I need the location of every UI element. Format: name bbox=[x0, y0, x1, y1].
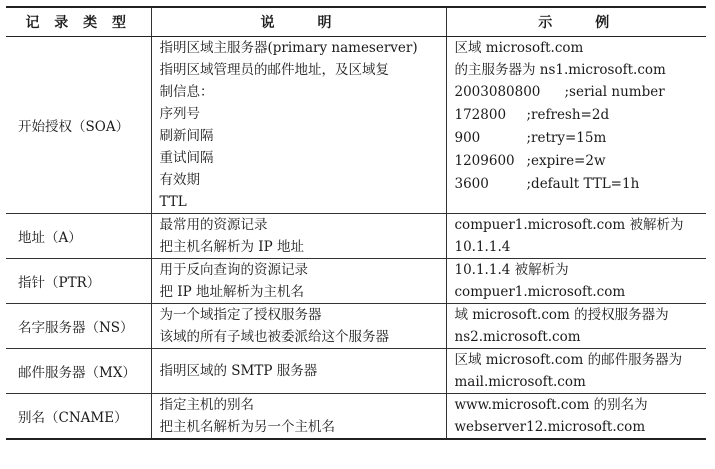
soa-param-line bbox=[455, 173, 699, 196]
dns-record-table bbox=[6, 6, 706, 440]
description-line: 序列号 bbox=[159, 106, 200, 122]
header-record-type: 记 录 类 型 bbox=[6, 7, 151, 37]
description-line: 指定主机的别名 bbox=[159, 397, 254, 413]
description-cell bbox=[151, 349, 446, 394]
example-line: 10.1.1.4 bbox=[454, 239, 511, 255]
soa-param-comment: ;serial number bbox=[564, 84, 665, 100]
description-line: 重试间隔 bbox=[159, 150, 214, 166]
example-line: 区域 microsoft.com bbox=[454, 40, 584, 56]
soa-param-value: 3600 bbox=[454, 176, 489, 192]
example-cell bbox=[446, 37, 706, 214]
record-type-cell: 别名（CNAME） bbox=[6, 394, 151, 440]
record-type-cell: 开始授权（SOA） bbox=[6, 37, 151, 214]
description-line: 刷新间隔 bbox=[159, 128, 214, 144]
example-line: ns2.microsoft.com bbox=[454, 329, 581, 345]
example-line: webserver12.microsoft.com bbox=[454, 419, 646, 435]
example-line: mail.microsoft.com bbox=[454, 374, 586, 390]
example-line: 10.1.1.4 被解析为 bbox=[454, 262, 569, 278]
description-cell bbox=[151, 394, 446, 440]
header-example: 示 例 bbox=[446, 7, 706, 37]
soa-param-comment: ;refresh=2d bbox=[526, 107, 610, 123]
description-line: 把主机名解析为另一个主机名 bbox=[159, 419, 335, 435]
soa-param-value: 1209600 bbox=[454, 153, 515, 169]
description-line: 最常用的资源记录 bbox=[159, 217, 268, 233]
soa-param-line bbox=[455, 104, 699, 127]
soa-param-line bbox=[455, 127, 699, 150]
record-type-cell: 邮件服务器（MX） bbox=[6, 349, 151, 394]
example-cell bbox=[446, 214, 706, 259]
soa-param-comment: ;retry=15m bbox=[526, 130, 607, 146]
soa-param-line bbox=[455, 150, 699, 173]
description-line: 把 IP 地址解析为主机名 bbox=[159, 284, 304, 300]
soa-param-line bbox=[455, 81, 699, 104]
table-row-a bbox=[6, 214, 706, 259]
example-cell bbox=[446, 394, 706, 440]
example-line: compuer1.microsoft.com bbox=[454, 284, 626, 300]
example-line: 的主服务器为 ns1.microsoft.com bbox=[454, 62, 666, 78]
description-line: 为一个域指定了授权服务器 bbox=[159, 307, 322, 323]
soa-param-comment: ;default TTL=1h bbox=[526, 176, 640, 192]
description-cell bbox=[151, 259, 446, 304]
description-cell bbox=[151, 214, 446, 259]
example-line: 区域 microsoft.com 的邮件服务器为 bbox=[454, 352, 683, 368]
description-line: 用于反向查询的资源记录 bbox=[159, 262, 308, 278]
description-line: TTL bbox=[159, 194, 187, 210]
description-line: 制信息： bbox=[159, 84, 214, 100]
table-row-ptr bbox=[6, 259, 706, 304]
example-line: compuer1.microsoft.com 被解析为 bbox=[454, 217, 684, 233]
example-cell bbox=[446, 259, 706, 304]
soa-param-value: 2003080800 bbox=[454, 84, 541, 100]
table-row-mx bbox=[6, 349, 706, 394]
description-cell bbox=[151, 37, 446, 214]
soa-param-value: 172800 bbox=[454, 107, 507, 123]
description-line: 有效期 bbox=[159, 172, 200, 188]
description-line: 指明区域主服务器(primary nameserver) bbox=[159, 40, 418, 56]
table-row-cname bbox=[6, 394, 706, 440]
description-line: 指明区域管理员的邮件地址，及区域复 bbox=[159, 62, 389, 78]
table-row-soa bbox=[6, 37, 706, 214]
description-cell bbox=[151, 304, 446, 349]
record-type-cell: 名字服务器（NS） bbox=[6, 304, 151, 349]
description-line: 该域的所有子域也被委派给这个服务器 bbox=[159, 329, 389, 345]
description-line: 指明区域的 SMTP 服务器 bbox=[159, 363, 318, 379]
table-row-ns bbox=[6, 304, 706, 349]
soa-param-comment: ;expire=2w bbox=[526, 153, 606, 169]
record-type-cell: 地址（A） bbox=[6, 214, 151, 259]
header-description: 说 明 bbox=[151, 7, 446, 37]
example-cell bbox=[446, 304, 706, 349]
record-type-cell: 指针（PTR） bbox=[6, 259, 151, 304]
header-row bbox=[6, 7, 706, 37]
example-line: www.microsoft.com 的别名为 bbox=[454, 397, 648, 413]
description-line: 把主机名解析为 IP 地址 bbox=[159, 239, 304, 255]
example-cell bbox=[446, 349, 706, 394]
example-line: 域 microsoft.com 的授权服务器为 bbox=[454, 307, 669, 323]
soa-param-value: 900 bbox=[454, 130, 481, 146]
